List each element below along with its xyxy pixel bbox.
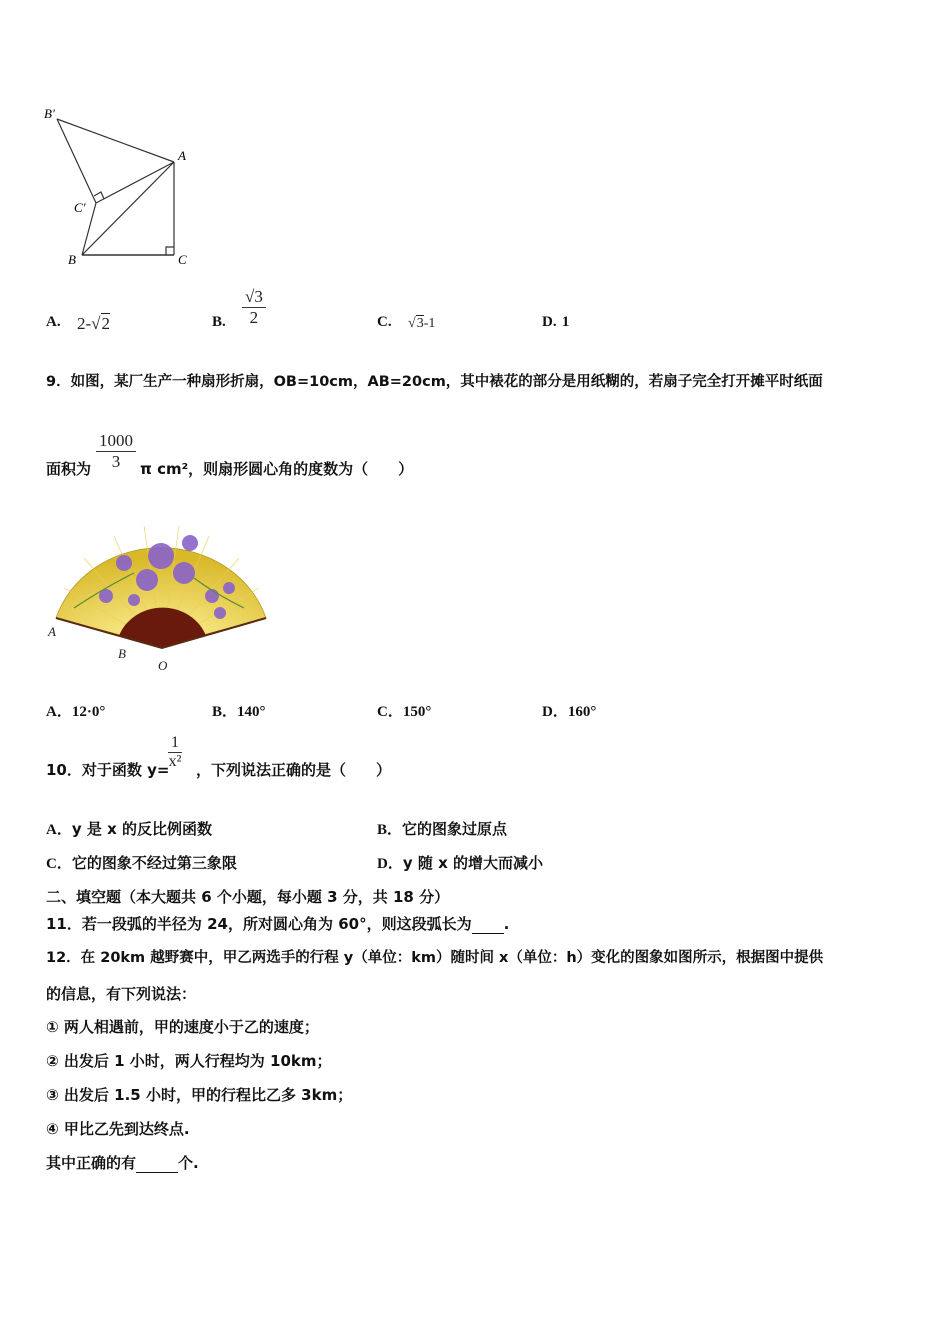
q8-option-a: A.	[46, 314, 61, 330]
svg-text:B: B	[118, 646, 126, 661]
q12-final-question: 其中正确的有 个.	[46, 1154, 199, 1172]
q10-option-b: B．它的图象过原点	[377, 820, 508, 838]
q9-option-c: C．150°	[377, 704, 432, 720]
q12-statement-4: ④ 甲比乙先到达终点.	[46, 1120, 190, 1138]
q8-triangle-figure	[40, 100, 200, 270]
q8-option-a-value: 2-√2	[77, 314, 110, 333]
q10-option-d: D．y 随 x 的增大而减小	[377, 854, 543, 872]
q10-option-c: C．它的图象不经过第三象限	[46, 854, 237, 872]
svg-text:C: C	[178, 252, 187, 267]
svg-text:A: A	[48, 624, 56, 639]
q10-stem-suffix: ，下列说法正确的是（ ）	[196, 761, 392, 779]
label-b-prime: B'	[44, 106, 55, 121]
q8-option-d: D. 1	[542, 314, 570, 330]
q11-stem: 11．若一段弧的半径为 24，所对圆心角为 60°，则这段弧长为 .	[46, 915, 510, 933]
q8-option-c-value: √3-1	[408, 316, 436, 331]
q9-stem-line1: 9．如图，某厂生产一种扇形折扇，OB=10cm，AB=20cm，其中裱花的部分是用纸糊的，若扇子完全打开摊平时纸面	[46, 374, 823, 390]
q9-stem-line2-suffix: π cm²，则扇形圆心角的度数为（ ）	[140, 460, 414, 478]
q9-area-fraction: 1000 3	[96, 431, 136, 472]
q9-option-a: A．12·0°	[46, 704, 106, 720]
q9-option-d: D．160°	[542, 704, 597, 720]
q8-option-b-fraction: √3 2	[242, 287, 266, 328]
svg-text:B: B	[68, 252, 76, 267]
q9-fan-figure	[44, 518, 274, 678]
q9-stem-line2-prefix: 面积为	[46, 460, 92, 478]
q8-option-b: B.	[212, 314, 226, 330]
q12-statement-3: ③ 出发后 1.5 小时，甲的行程比乙多 3km；	[46, 1086, 353, 1104]
q10-option-a: A．y 是 x 的反比例函数	[46, 820, 212, 838]
q8-option-c: C.	[377, 314, 392, 330]
q12-stem-line2: 的信息，有下列说法：	[46, 985, 197, 1003]
q12-stem-line1: 12．在 20km 越野赛中，甲乙两选手的行程 y（单位：km）随时间 x（单位：h）变化的图象如图所示，根据图中提供	[46, 950, 824, 966]
svg-text:A: A	[178, 148, 186, 163]
svg-text:C': C'	[74, 200, 86, 215]
q11-answer-blank	[472, 915, 504, 934]
fan-illustration	[44, 518, 274, 678]
q10-function-fraction: 1 x²	[168, 734, 182, 770]
svg-text:O: O	[158, 658, 168, 673]
triangle-diagram	[40, 100, 200, 270]
q9-option-b: B．140°	[212, 704, 266, 720]
q12-statement-1: ① 两人相遇前，甲的速度小于乙的速度；	[46, 1018, 319, 1036]
q12-statement-2: ② 出发后 1 小时，两人行程均为 10km；	[46, 1052, 332, 1070]
q12-answer-blank	[136, 1154, 178, 1173]
section-heading-fill-in: 二、填空题（本大题共 6 个小题，每小题 3 分，共 18 分）	[46, 888, 450, 906]
q10-stem-prefix: 10．对于函数 y=	[46, 761, 170, 779]
